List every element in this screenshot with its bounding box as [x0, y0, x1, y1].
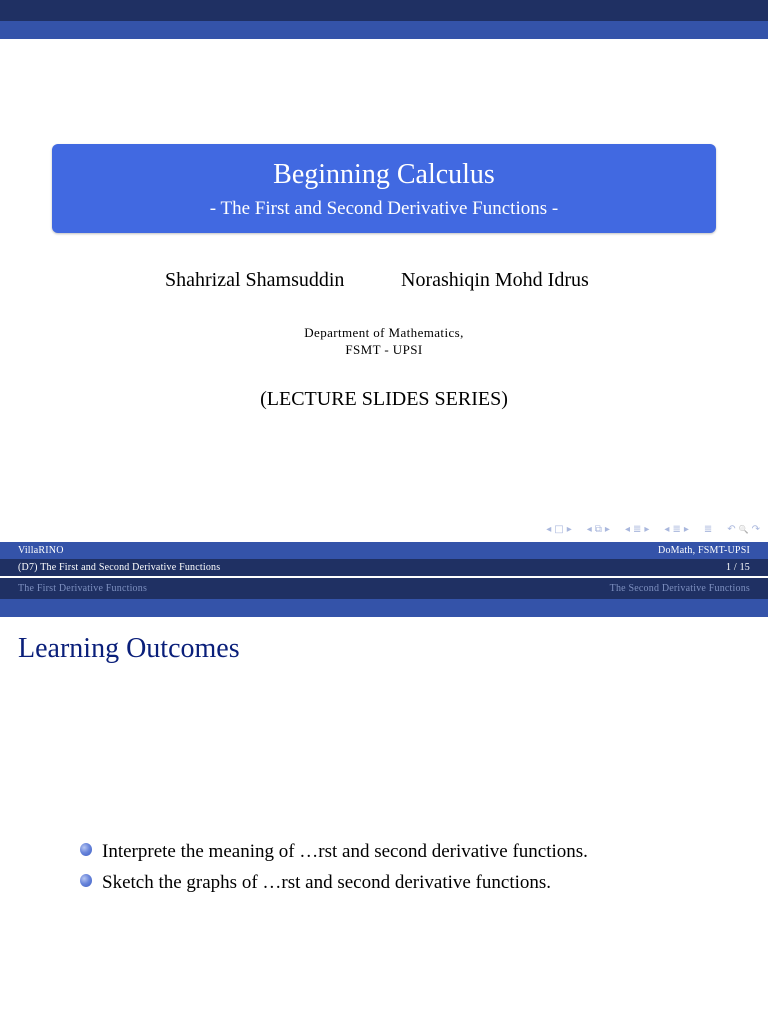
- subsection-list-prev-icon[interactable]: ◂: [664, 524, 670, 535]
- header-bar-dark: [0, 0, 768, 21]
- frame-next-icon[interactable]: ▸: [566, 524, 572, 535]
- presentation-title: Beginning Calculus: [273, 159, 495, 190]
- learning-outcomes-list: [80, 836, 588, 898]
- nav-section-first-derivative[interactable]: The First Derivative Functions: [18, 583, 148, 594]
- footline-row-2: [0, 559, 768, 576]
- ball-bullet-icon: [80, 843, 92, 856]
- footer-page-number: 1 / 15: [726, 562, 750, 573]
- footer-author-short: VillaRINO: [18, 545, 64, 556]
- search-icon[interactable]: 🔍: [738, 525, 749, 534]
- title-box: [52, 144, 716, 233]
- footline-row-1: [0, 542, 768, 559]
- subsection-prev-icon[interactable]: ◂: [586, 524, 592, 535]
- nav-section-second-derivative[interactable]: The Second Derivative Functions: [609, 583, 750, 594]
- section-next-icon[interactable]: ▸: [644, 524, 650, 535]
- subsection-next-icon[interactable]: ▸: [604, 524, 610, 535]
- ball-bullet-icon: [80, 874, 92, 887]
- author-1: Shahrizal Shamsuddin: [165, 269, 345, 291]
- header-bar-blue: [0, 21, 768, 39]
- footer-institute-short: DoMath, FSMT-UPSI: [658, 545, 750, 556]
- redo-icon[interactable]: ↷: [751, 524, 760, 535]
- section-navigation-bar: [0, 578, 768, 599]
- document-icon[interactable]: ≣: [703, 524, 713, 535]
- list-item: [80, 836, 588, 867]
- institute-department: Department of Mathematics,: [304, 325, 464, 340]
- subsection-frames-icon[interactable]: ⧉: [594, 524, 602, 535]
- institute-faculty: FSMT - UPSI: [345, 342, 423, 357]
- list-item: [80, 867, 588, 898]
- slide2-header-bar: [0, 599, 768, 617]
- section-prev-icon[interactable]: ◂: [624, 524, 630, 535]
- frame-prev-icon[interactable]: ◂: [546, 524, 552, 535]
- list-item-text: Sketch the graphs of …rst and second derivative functions.: [102, 872, 552, 893]
- beamer-navigation-symbols: [546, 522, 760, 538]
- undo-icon[interactable]: ↶: [727, 524, 736, 535]
- author-2: Norashiqin Mohd Idrus: [401, 269, 589, 291]
- frame-title: Learning Outcomes: [18, 633, 240, 664]
- subsection-list-next-icon[interactable]: ▸: [683, 524, 689, 535]
- presentation-subtitle: - The First and Second Derivative Functions -: [209, 198, 559, 219]
- lecture-series-label: (LECTURE SLIDES SERIES): [260, 388, 508, 410]
- subsection-list-icon[interactable]: ≣: [672, 524, 681, 535]
- list-item-text: Interprete the meaning of …rst and second derivative functions.: [102, 841, 588, 862]
- frame-icon[interactable]: □: [554, 524, 564, 535]
- section-icon[interactable]: ≣: [632, 524, 642, 535]
- footer-title-short: (D7) The First and Second Derivative Functions: [18, 562, 221, 573]
